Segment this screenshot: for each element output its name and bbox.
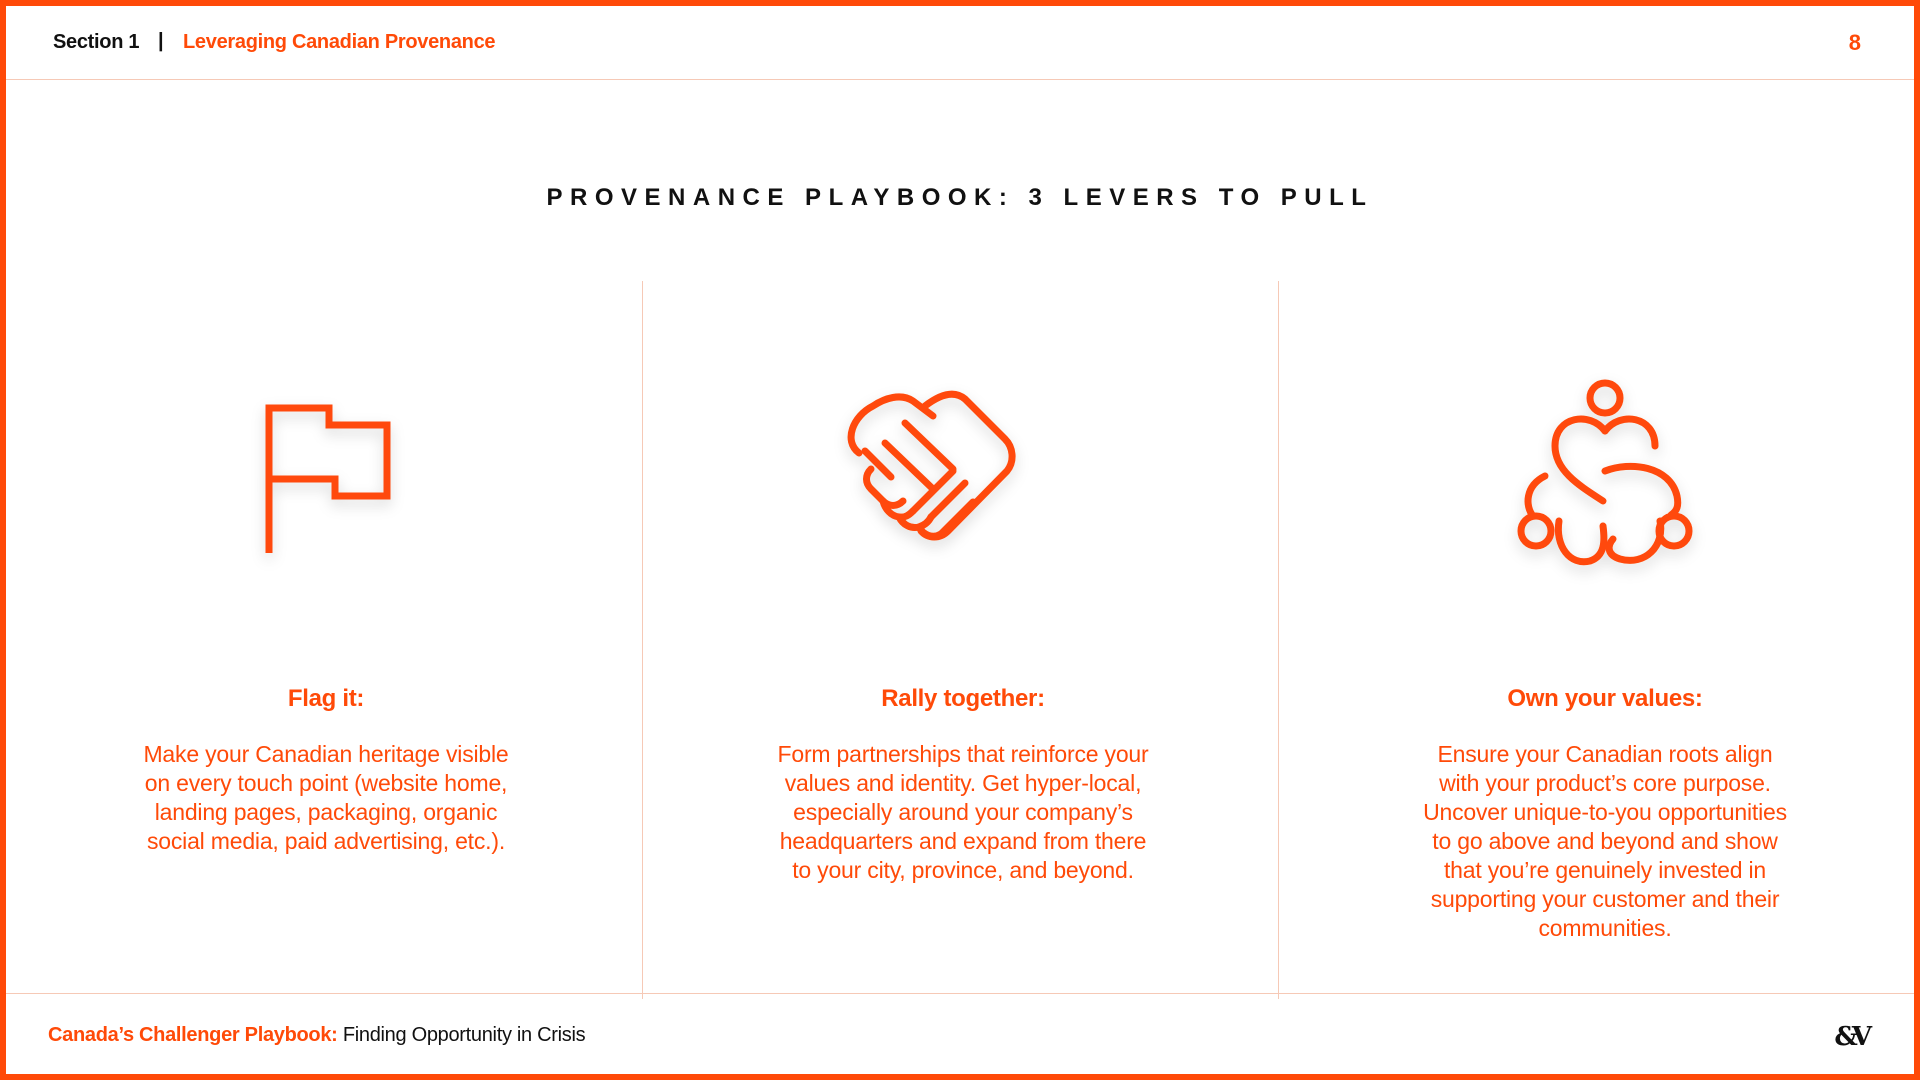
company-logo: &V <box>1834 1022 1866 1052</box>
footer-text <box>48 1024 585 1047</box>
community-icon <box>1455 371 1755 591</box>
lever-card-handshake <box>643 281 1283 999</box>
footer-brand: Canada’s Challenger Playbook: <box>48 1024 338 1046</box>
flag-icon <box>176 371 476 591</box>
lever-card-flag <box>6 281 646 999</box>
lever-description: Ensure your Canadian roots align with your product’s core purpose. Uncover unique-to-you opportunities to go above and beyond and show that you’re genuinely invested in supporting your customer and their communities. <box>1423 741 1787 941</box>
section-label: Section 1 <box>53 31 140 53</box>
lever-description: Form partnerships that reinforce your values and identity. Get hyper-local, especially around your company’s headquarters and expand from there to your city, province, and beyond. <box>777 741 1149 883</box>
lever-card-community <box>1285 281 1920 999</box>
footer-subtitle: Finding Opportunity in Crisis <box>342 1024 586 1046</box>
handshake-icon <box>813 371 1113 591</box>
lever-title: Rally together: <box>881 685 1045 712</box>
page-number: 8 <box>1848 30 1861 55</box>
lever-title: Flag it: <box>287 685 365 712</box>
header <box>6 6 1914 80</box>
lever-description: Make your Canadian heritage visible on every touch point (website home, landing pages, packaging, organic social media, paid advertising, etc.). <box>143 741 509 854</box>
footer <box>6 993 1914 1074</box>
lever-title: Own your values: <box>1507 685 1703 712</box>
page-title: PROVENANCE PLAYBOOK: 3 LEVERS TO PULL <box>546 184 1374 211</box>
header-separator: | <box>158 30 164 52</box>
section-title: Leveraging Canadian Provenance <box>183 31 496 53</box>
